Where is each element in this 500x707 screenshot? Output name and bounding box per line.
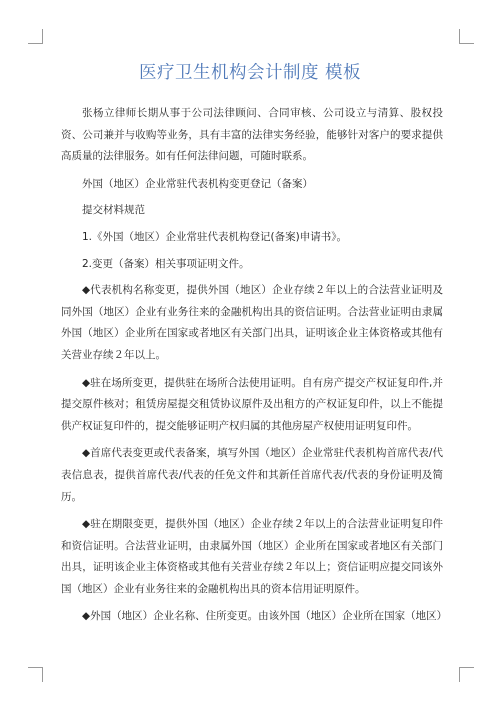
section-heading: 外国（地区）企业常驻代表机构变更登记（备案） (82, 177, 313, 190)
document-body (61, 103, 448, 634)
crop-mark-bottom-left (28, 667, 43, 682)
document-title: 医疗卫生机构会计制度 模板 (138, 63, 362, 83)
list-item-1: 1.《外国（地区）企业常驻代表机构登记(备案)申请书》。 (82, 230, 347, 243)
paragraph-term-change: ◆驻在期限变更，提供外国（地区）企业存续２年以上的合法营业证明复印件和资信证明。合法营业证明，由隶属外国（地区）企业所在国家或者地区有关部门出具，证明该企业主体资格或其他有关营业存续２年以上；资信证明应提交同该外国（地区）企业有业务往来的金融机构出具的资本信用证明原件。 (61, 518, 443, 595)
paragraph-name-change: ◆代表机构名称变更，提供外国（地区）企业存续２年以上的合法营业证明及同外国（地区）企业有业务往来的金融机构出具的资信证明。合法营业证明由隶属外国（地区）企业所在国家或者地区有关部门出具，证明该企业主体资格或其他有关营业存续２年以上。 (61, 284, 443, 361)
paragraph-representative-change: ◆首席代表变更或代表备案，填写外国（地区）企业常驻代表机构首席代表/代表信息表，提供首席代表/代表的任免文件和其新任首席代表/代表的身份证明及简历。 (61, 447, 443, 503)
paragraph-premises-change: ◆驻在场所变更，提供驻在场所合法使用证明。自有房产提交产权证复印件,并提交原件核对；租赁房屋提交租赁协议原件及出租方的产权证复印件，以上不能提供产权证复印件的，提交能够证明产权归属的其他房屋产权使用证明复印件。 (61, 376, 443, 432)
crop-mark-top-left (28, 29, 43, 44)
subsection-heading: 提交材料规范 (82, 204, 145, 217)
crop-mark-top-right (459, 29, 474, 44)
intro-paragraph: 张杨立律师长期从事于公司法律顾问、合同审核、公司设立与清算、股权投资、公司兼并与收购等业务，具有丰富的法律实务经验，能够针对客户的要求提供高质量的法律服务。如有任何法律问题，可随时联系。 (61, 107, 443, 163)
list-item-2: 2.变更（备案）相关事项证明文件。 (82, 257, 250, 270)
crop-mark-bottom-right (459, 667, 474, 682)
paragraph-enterprise-change: ◆外国（地区）企业名称、住所变更。由该外国（地区）企业所在国家（地区） (82, 610, 448, 623)
